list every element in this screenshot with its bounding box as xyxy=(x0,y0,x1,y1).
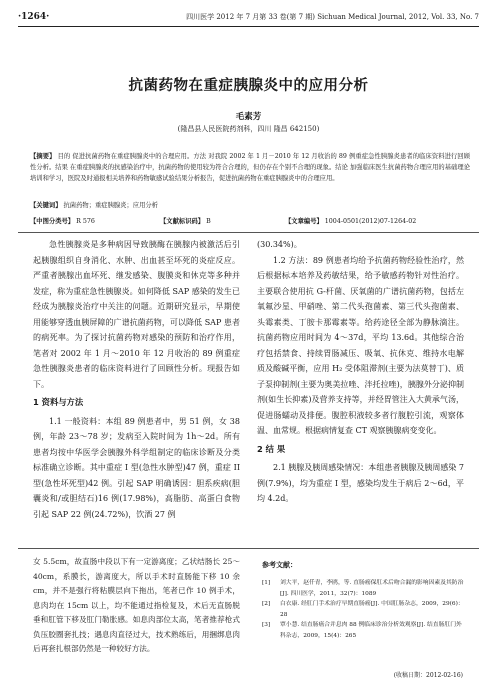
intro-paragraph: 急性胰腺炎是多种病因导致胰酶在胰腺内被激活后引起胰腺组织自身消化、水肿、出血甚至坏死的炎症反应。严重者胰腺出血坏死、继发感染、腹膜炎和休克等多种并发症，称为重症急性胰腺炎。如何降低 SAP 感染的发生已经成为胰腺炎治疗中关注的问题。近期研究显示，早期使用能够穿透血胰屏障的广谱抗菌药物，可以降低 SAP 患者的病死率。为了探讨抗菌药物对感染的预防和治疗作用，笔者对 2002 年 1 月～2010 年 12 月收治的 89 例重症急性胰腺炎患者的临床资料进行了回顾性分析。现报告如下。 xyxy=(33,240,240,389)
section-heading-methods: 1 资料与方法 xyxy=(33,397,84,407)
article-author: 毛素芳 xyxy=(235,112,262,122)
journal-citation: 四川医学 2012 年 7 月第 33 卷(第 7 期) Sichuan Medical Journal, 2012, Vol. 33, No. 7 xyxy=(186,13,479,21)
keywords-text: 抗菌药物；重症胰腺炎；应用分析 xyxy=(63,202,158,209)
clc-value: R 576 xyxy=(76,218,95,225)
section-heading-results: 2 结 果 xyxy=(257,443,286,454)
running-header xyxy=(18,10,479,24)
clc-label: 【中图分类号】 xyxy=(30,218,75,225)
reference-item: [3] 覃小慧. 结直肠癌合并息肉 88 例临床诊治分析效观察[J]. 结直肠肛门外科杂志，2009，15(4)：265 xyxy=(262,622,462,639)
header-rule xyxy=(18,26,479,27)
references-title: 参考文献： xyxy=(262,560,297,569)
abstract xyxy=(30,151,470,185)
page-number: ·1264· xyxy=(18,12,50,22)
doc-code-value: B xyxy=(206,218,211,225)
abstract-text: 目的 促进抗菌药物在重症胰腺炎中的合理应用。方法 对我院 2002 年 1 月－2010 年 12 月收治的 89 例重症急性胰腺炎患者的临床资料进行回顾性分析。结果 在重症胰腺炎的抗感染治疗中，抗菌药物的使用较为符合合理的，但仍存在个别不合理的现象。结论 加强临床医生抗菌药物合理应用的基础理论培训和学习，医院及时通报相关培养和药物敏感试验结果分析报告，促进抗菌药物在重症胰腺炎中的合理应用。 xyxy=(30,153,470,183)
reference-item: [1] 刘大平，赵仟青，李鸥，等. 直肠癌保肛术后吻合漏的影响因素及其防治[J]. 四川医学，2011，32(7)：1089 xyxy=(262,580,464,597)
classification-line xyxy=(30,216,470,228)
abstract-label: 【摘要】 xyxy=(30,153,56,160)
left-column xyxy=(33,237,240,522)
right-column xyxy=(257,237,464,507)
general-data-paragraph: 1.1 一般资料：本组 89 例患者中，男 51 例，女 38 例，年龄 23～78 岁；发病至入院时间为 1h～2d。所有患者均按中华医学会胰腺外科学组制定的临床诊断及分类标准确立诊断。其中重症 I 型(急性水肿型)47 例，重症 II 型(急性坏死型)42 例。引起 SAP 明确诱因：胆系疾病(胆囊炎和/或胆结石)16 例(17.98%)，高脂肪、高蛋白食物引起 SAP 22 例(24.72%)，饮酒 27 例 xyxy=(33,416,240,519)
previous-article-continuation xyxy=(33,555,240,657)
keywords xyxy=(30,200,470,209)
reference-item: [2] 白衣康. 经肛门手术治疗早期直肠癌[J]. 中国肛肠杂志，2009，29(6)：28 xyxy=(262,601,464,618)
doc-code-label: 【文献标识码】 xyxy=(160,218,205,225)
keywords-label: 【关键词】 xyxy=(30,202,62,209)
article-affiliation: (隆昌县人民医院药剂科，四川 隆昌 642150) xyxy=(177,125,320,133)
continued-text: (30.34%)。 xyxy=(257,240,302,249)
results-paragraph: 2.1 胰腺及胰周感染情况：本组患者胰腺及胰周感染 7 例(7.9%)，均为重症 I 型，感染均发生于病后 2～6d，平均 4.2d。 xyxy=(257,463,464,503)
article-title: 抗菌药物在重症胰腺炎中的应用分析 xyxy=(128,78,369,94)
article-no-label: 【文章编号】 xyxy=(285,218,323,225)
article-no-value: 1004-0501(2012)07-1264-02 xyxy=(324,218,417,225)
methods-paragraph: 1.2 方法：89 例患者均给予抗菌药物经验性治疗，然后根据标本培养及药敏结果，给予敏感药物针对性治疗。主要联合使用抗 G-杆菌、厌氧菌的广谱抗菌药物，包括左氧氟沙星、甲硝唑、第二代头孢菌素、第三代头孢菌素、头霉素类、丁胺卡那霉素等。给药途径全部为静脉滴注。抗菌药物应用时间为 4～37d，平均 13.6d。其他综合治疗包括禁食、持续胃肠减压、吸氧、抗休克、维持水电解质及酸碱平衡，应用 H₂ 受体阻滞剂(主要为法莫替丁)、质子泵抑制剂(主要为奥美拉唑、泮托拉唑)，胰腺外分泌抑制剂(如生长抑素)及营养支持等，并经胃管注入大黄承气汤，促进肠蠕动及排便。腹腔积液较多者行腹腔引流，观察体温、血常规。根据病情复查 CT 观察胰腺病变变化。 xyxy=(257,255,464,435)
article-end-rule xyxy=(18,548,479,549)
received-date: (收稿日期：2012-02-16) xyxy=(393,672,463,679)
references xyxy=(262,560,467,641)
abstract-rule xyxy=(18,232,479,233)
continuation-paragraph: 女 5.5cm，故直肠中段以下有一定游离度；乙状结肠长 25～40cm，系膜长，游离度大，所以手术时直肠能下移 10 余 cm，并不是强行将粘膜层向下拖出，笔者已作 10 例手术，息肉均在 15cm 以上，均不能通过指检复及，术后无直肠脱垂和肛管下移及肛门勒胀感。如息肉部位太高，笔者推荐枪式负压胶圈套扎技；遇息肉直径过大，技术熟练后，用捆绑息肉后再套扎根部仍然是一种较好方法。 xyxy=(33,557,240,653)
